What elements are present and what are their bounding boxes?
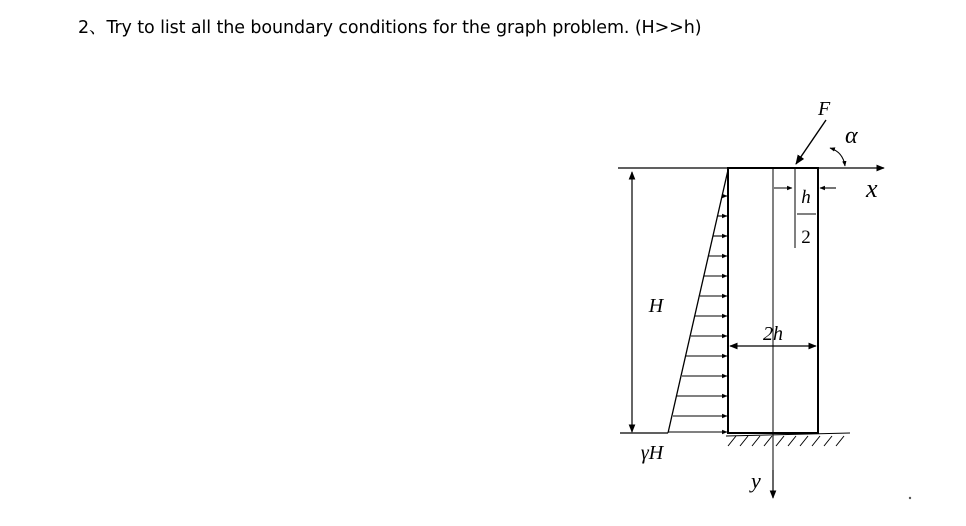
half-width-numerator: h [801, 187, 811, 208]
half-width-denominator: 2 [801, 227, 811, 248]
question-number: 2、 [78, 18, 107, 38]
question-body: Try to list all the boundary conditions for the graph problem. (H>>h) [106, 18, 702, 38]
y-axis-label: y [751, 468, 761, 493]
pressure-envelope [668, 170, 728, 433]
force-arrow [796, 120, 826, 164]
pressure-label: γH [640, 442, 664, 464]
force-label: F [818, 98, 831, 120]
angle-label: α [845, 123, 858, 149]
stray-dot [909, 497, 911, 499]
angle-arc [830, 148, 845, 166]
x-axis-label: x [866, 174, 878, 203]
ground-hatching [726, 433, 850, 446]
height-label: H [648, 295, 664, 317]
width-label: 2h [763, 323, 783, 345]
pressure-arrows [669, 196, 727, 432]
